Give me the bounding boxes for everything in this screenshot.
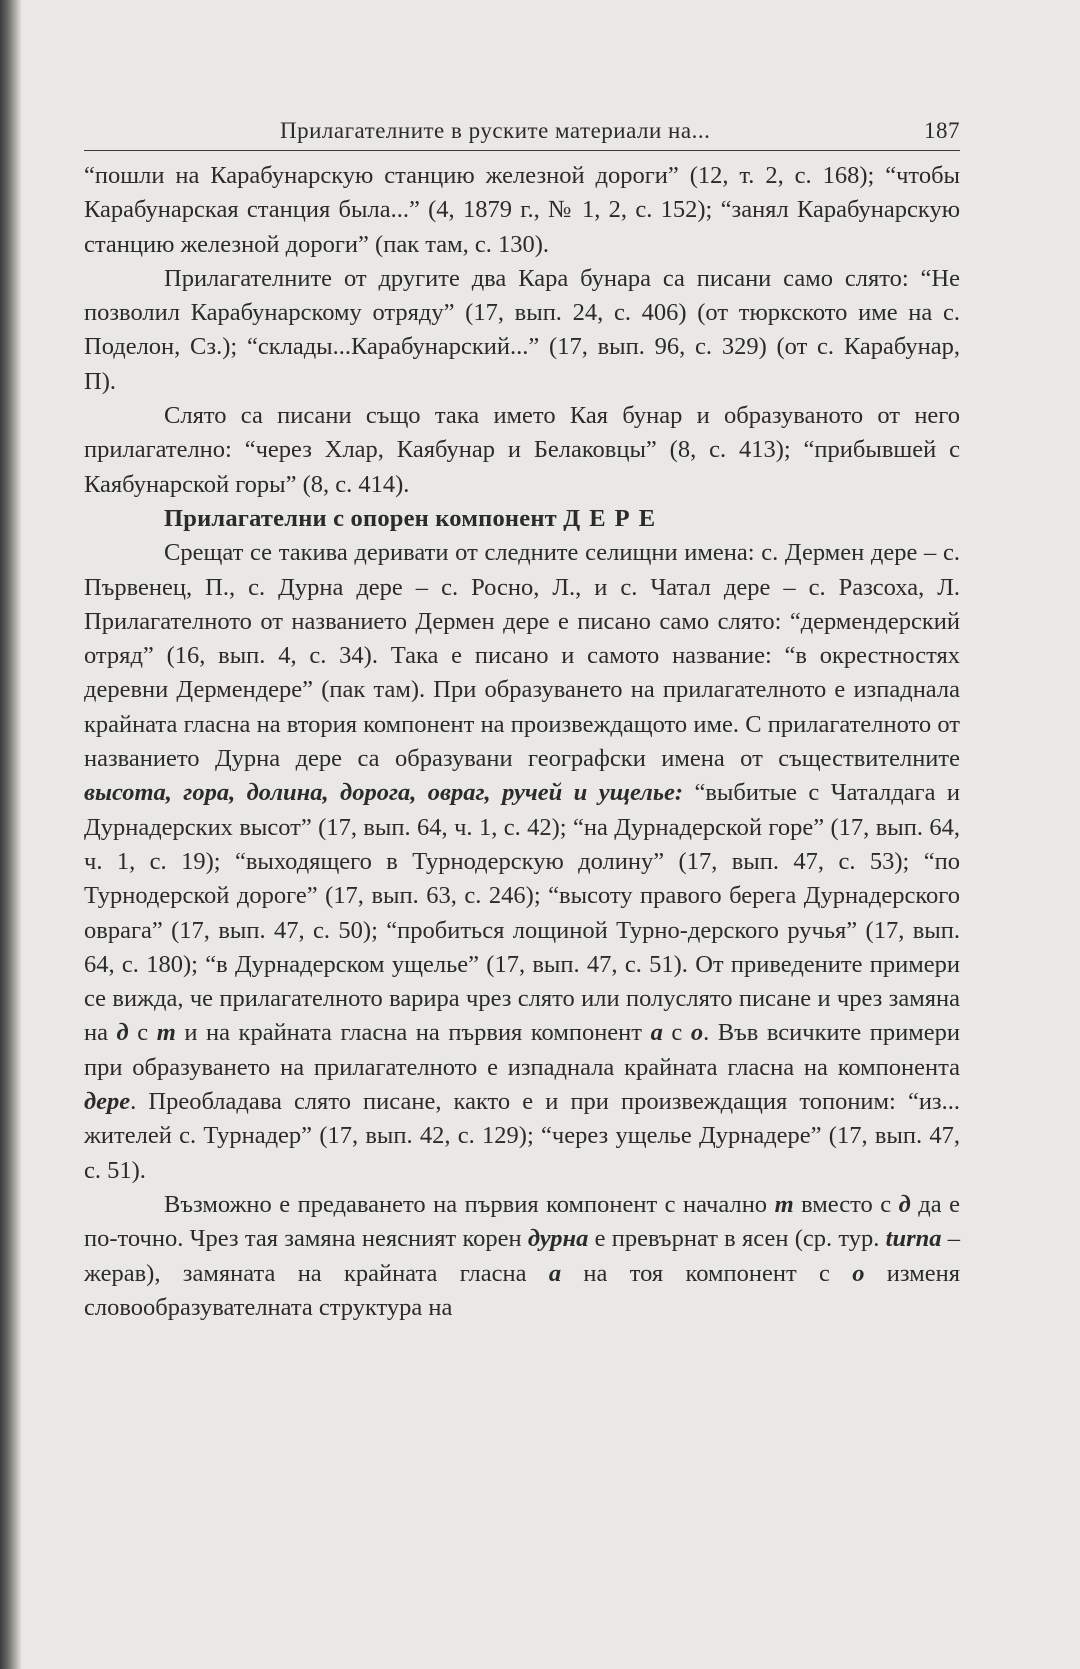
italic-term: дере — [84, 1088, 131, 1116]
page-header — [84, 110, 960, 151]
text-run: на тоя компонент с — [561, 1259, 853, 1287]
book-spine-shadow — [0, 0, 22, 1669]
italic-term: т — [774, 1190, 794, 1218]
italic-term: дурна — [527, 1225, 589, 1253]
text-run: да е по-точно. Чрез тая замяна неясният корен — [84, 1190, 961, 1253]
paragraph — [84, 536, 960, 1188]
paragraph-continuation: “пошли на Карабунарскую станцию железной дороги” (12, т. 2, с. 168); “чтобы Карабунарская станция была...” (4, 1879 г., № 1, 2, с. 152); “занял Карабунарскую станцию железной дороги” (пак там, с. 130). — [84, 162, 960, 258]
text-run: с — [662, 1019, 691, 1047]
text-run: и на крайната гласна на първия компонент — [175, 1019, 651, 1047]
text-run: е превърнат в ясен (ср. тур. — [588, 1225, 886, 1253]
paragraph: Слято са писани също така името Кая бунар и образуваното от него прилагателно: “через Хлар, Каябунар и Белаковцы” (8, с. 413); “прибывшей с Каябунарской горы” (8, с. 414). — [84, 402, 960, 498]
text-run: с — [128, 1019, 157, 1047]
section-heading — [84, 502, 960, 536]
italic-term: о — [852, 1259, 865, 1287]
text-run: вместо с — [793, 1190, 899, 1218]
section-heading-text: Прилагателни с опорен компонент — [164, 504, 557, 532]
italic-term: а — [650, 1019, 663, 1047]
text-run: Възможно е предаването на първия компонент с начално — [164, 1190, 775, 1218]
page-body — [84, 159, 960, 1325]
text-run: – жерав), замяната на крайната гласна — [84, 1225, 960, 1287]
text-run: изменя словообразувателната структура на — [84, 1259, 960, 1321]
italic-term: д — [116, 1019, 129, 1047]
text-run: . Във всичките примери при образуването на прилагателното е изпаднала крайната гласна на компонента — [84, 1019, 960, 1081]
italic-term: о — [690, 1019, 704, 1047]
italic-term: т — [156, 1019, 176, 1047]
paragraph — [84, 1188, 960, 1325]
paragraph: Прилагателните от другите два Кара бунара са писани само слято: “Не позволил Карабунарскому отряду” (17, вып. 24, с. 406) (от тюркското име на с. Поделон, Сз.); “склады...Карабунарский...” (17, вып. 96, с. 329) (от с. Карабунар, П). — [84, 264, 960, 395]
page-number: 187 — [924, 118, 960, 143]
section-heading-component: Д Е Р Е — [563, 504, 657, 532]
running-title: Прилагателните в руските материали на... — [280, 118, 711, 143]
book-page — [84, 110, 960, 1325]
text-run: “выбитые с Чаталдага и Дурнадерских высот” (17, вып. 64, ч. 1, с. 42); “на Дурнадерской горе” (17, вып. 64, ч. 1, с. 19); “выходящего в Турнодерскую долину” (17, вып. 47, с. 53); “по Турнодерской дороге” (17, вып. 63, с. 246); “высоту правого берега Дурнадерского оврага” (17, вып. 47, с. 50); “пробиться лощиной Турно-дерского ручья” (17, вып. 64, с. 180); “в Дурнадерском ущелье” (17, вып. 47, с. 51). От приведените примери се вижда, че прилагателното варира чрез слято или полуслято писане и чрез замяна на — [84, 779, 960, 1047]
text-run: Срещат се такива деривати от следните селищни имена: с. Дермен дере – с. Първенец, П., с. Дурна дере – с. Росно, Л., и с. Чатал дере – с. Разсоха, Л. Прилагателното от названието Дермен дере е писано само слято: “дермендерский отряд” (16, вып. 4, с. 34). Така е писано и самото название: “в окрестностях деревни Дермендере” (пак там). При образуването на прилагателното е изпаднала крайната гласна на втория компонент на произвеждащото име. С прилагателното от названието Дурна дере са образувани географски имена от съществителните — [84, 539, 960, 773]
text-run: . Преобладава слято писане, както е и при произвеждащия топоним: “из... жителей с. Турнадер” (17, вып. 42, с. 129); “через ущелье Дурнадере” (17, вып. 47, с. 51). — [84, 1088, 960, 1184]
italic-term: высота, гора, долина, дорога, овраг, ручей и ущелье: — [84, 779, 684, 807]
italic-term: turna — [885, 1225, 942, 1253]
italic-term: а — [548, 1259, 562, 1287]
italic-term: д — [898, 1190, 911, 1218]
